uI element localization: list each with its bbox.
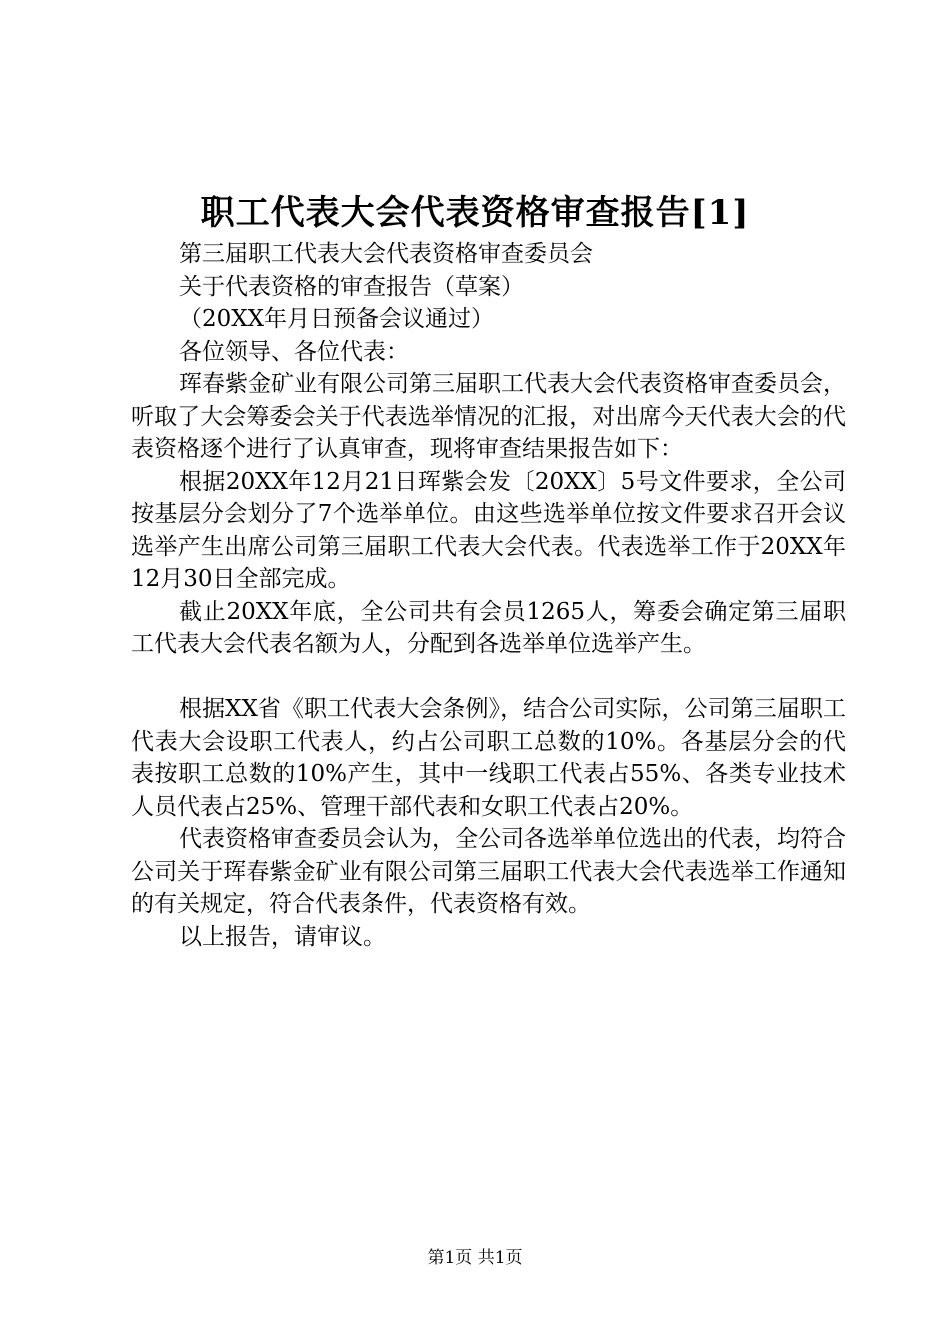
salutation: 各位领导、各位代表： <box>179 338 409 365</box>
page-footer: 第1页 共1页 <box>427 1248 523 1268</box>
paragraph-closing: 以上报告，请审议。 <box>179 923 386 950</box>
paragraph-intro: 珲春紫金矿业有限公司第三届职工代表大会代表资格审查委员会，听取了大会筹委会关于代表选举情况的汇报，对出席今天代表大会的代表资格逐个进行了认真审查，现将审查结果报告如下： <box>131 371 846 462</box>
header-line-report-name: 关于代表资格的审查报告（草案） <box>179 273 524 300</box>
header-line-committee: 第三届职工代表大会代表资格审查委员会 <box>179 241 593 267</box>
paragraph-conclusion: 代表资格审查委员会认为，全公司各选举单位选出的代表，均符合公司关于珲春紫金矿业有限公司第三届职工代表大会代表选举工作通知的有关规定，符合代表条件，代表资格有效。 <box>131 826 846 917</box>
paragraph-spacer <box>131 661 846 694</box>
paragraph-regulations: 根据XX省《职工代表大会条例》，结合公司实际，公司第三届职工代表大会设职工代表人，约占公司职工总数的10%。各基层分会的代表按职工总数的10%产生，其中一线职工代表占55%、各类专业技术人员代表占25%、管理干部代表和女职工代表占20%。 <box>131 696 846 820</box>
document-body <box>131 238 846 953</box>
paragraph-membership: 截止20XX年底，全公司共有会员1265人，筹委会确定第三届职工代表大会代表名额为人，分配到各选举单位选举产生。 <box>131 598 846 657</box>
paragraph-election-units: 根据20XX年12月21日珲紫会发〔20XX〕5号文件要求，全公司按基层分会划分了7个选举单位。由这些选举单位按文件要求召开会议选举产生出席公司第三届职工代表大会代表。代表选举工作于20XX年12月30日全部完成。 <box>131 468 846 592</box>
document-title: 职工代表大会代表资格审查报告[1] <box>200 193 750 233</box>
header-line-approval-date: （20XX年月日预备会议通过） <box>179 306 495 332</box>
